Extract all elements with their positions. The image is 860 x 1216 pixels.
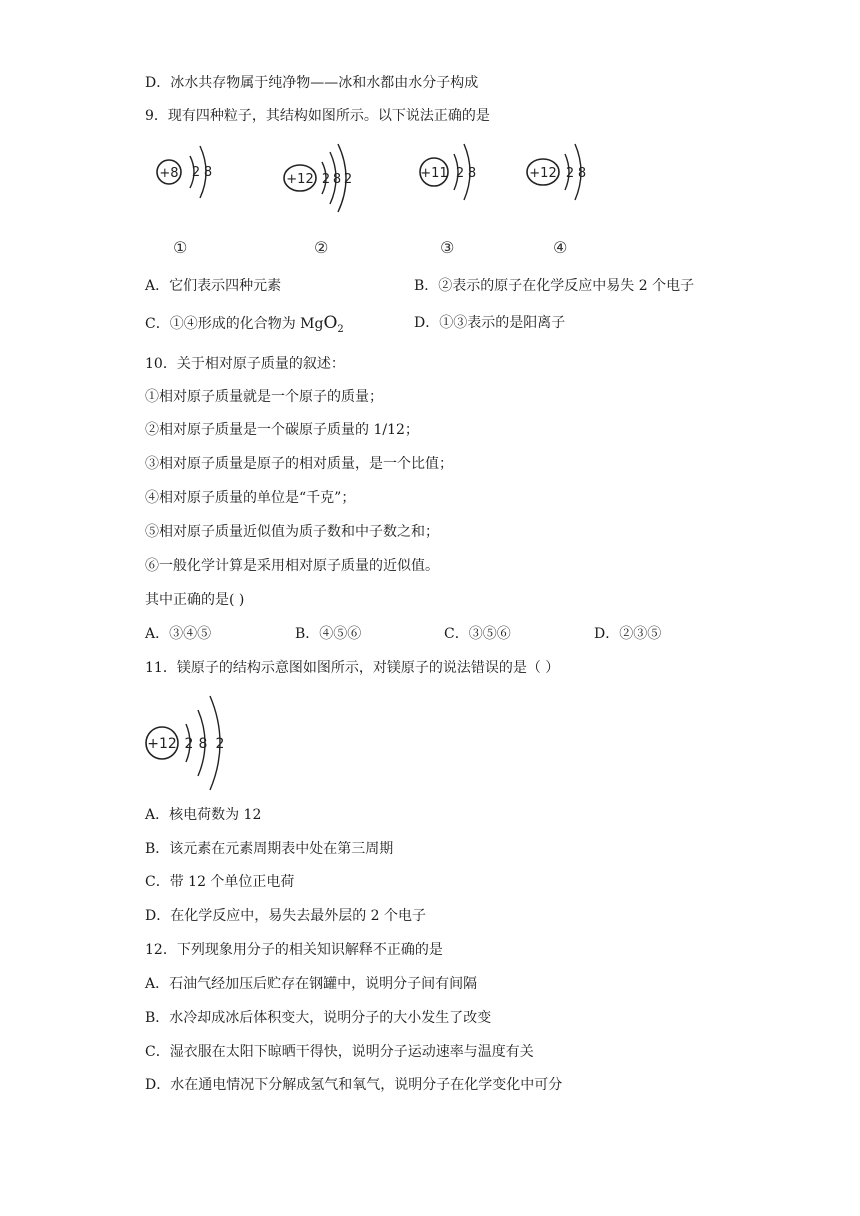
svg-text:8: 8 bbox=[467, 166, 477, 181]
q10-item-1: ①相对原子质量就是一个原子的质量； bbox=[145, 389, 383, 405]
svg-text:2: 2 bbox=[191, 165, 201, 180]
svg-text:2: 2 bbox=[455, 166, 465, 181]
svg-text:8: 8 bbox=[577, 166, 587, 181]
q10-option-d: D．②③⑤ bbox=[594, 626, 662, 642]
atom-diagram-3 bbox=[416, 140, 486, 208]
q9-option-c: C．①④形成的化合物为 MgO$_2$ bbox=[145, 313, 344, 335]
atom-diagram-4 bbox=[523, 140, 597, 208]
svg-text:2: 2 bbox=[184, 736, 194, 752]
q9-stem: 9．现有四种粒子，其结构如图所示。以下说法正确的是 bbox=[145, 108, 490, 124]
q10-item-5: ⑤相对原子质量近似值为质子数和中子数之和； bbox=[145, 524, 439, 540]
atom-1-nucleus: +8 bbox=[159, 166, 179, 181]
q10-item-3: ③相对原子质量是原子的相对质量，是一个比值； bbox=[145, 456, 453, 472]
atom-4-nucleus: +12 bbox=[529, 166, 557, 181]
svg-text:2: 2 bbox=[215, 736, 225, 752]
atom-label-1: ① bbox=[173, 238, 188, 257]
q11-option-b: B．该元素在元素周期表中处在第三周期 bbox=[145, 841, 394, 857]
q9-option-b: B．②表示的原子在化学反应中易失 2 个电子 bbox=[414, 278, 695, 294]
q10-item-6: ⑥一般化学计算是采用相对原子质量的近似值。 bbox=[145, 558, 439, 574]
q10-item-4: ④相对原子质量的单位是“千克”； bbox=[145, 490, 356, 506]
q10-stem: 10．关于相对原子质量的叙述： bbox=[145, 356, 345, 372]
atom-3-nucleus: +11 bbox=[420, 166, 448, 181]
svg-text:2: 2 bbox=[343, 172, 353, 187]
svg-text:8: 8 bbox=[198, 736, 208, 752]
q8-option-d: D．冰水共存物属于纯净物——冰和水都由水分子构成 bbox=[145, 75, 479, 91]
atom-diagram-2 bbox=[282, 140, 362, 224]
q12-option-c: C．湿衣服在太阳下晾晒干得快，说明分子运动速率与温度有关 bbox=[145, 1044, 534, 1060]
mg-nucleus: +12 bbox=[147, 736, 177, 752]
atom-2-nucleus: +12 bbox=[286, 172, 314, 187]
atom-label-4: ④ bbox=[553, 238, 568, 257]
q11-option-a: A．核电荷数为 12 bbox=[145, 807, 262, 823]
atom-label-2: ② bbox=[314, 238, 329, 257]
svg-text:8: 8 bbox=[203, 165, 213, 180]
q10-option-a: A．③④⑤ bbox=[145, 626, 212, 642]
q11-option-c: C．带 12 个单位正电荷 bbox=[145, 874, 295, 890]
q11-option-d: D．在化学反应中，易失去最外层的 2 个电子 bbox=[145, 908, 427, 924]
q10-item-2: ②相对原子质量是一个碳原子质量的 1/12； bbox=[145, 422, 419, 438]
q12-option-a: A．石油气经加压后贮存在钢罐中，说明分子间有间隔 bbox=[145, 976, 478, 992]
q10-option-c: C．③⑤⑥ bbox=[444, 626, 511, 642]
q9-option-a: A．它们表示四种元素 bbox=[145, 278, 282, 294]
q12-option-b: B．水冷却成冰后体积变大，说明分子的大小发生了改变 bbox=[145, 1010, 492, 1026]
q10-option-b: B．④⑤⑥ bbox=[295, 626, 362, 642]
svg-text:8: 8 bbox=[332, 172, 342, 187]
q12-stem: 12．下列现象用分子的相关知识解释不正确的是 bbox=[145, 942, 443, 958]
q12-option-d: D．水在通电情况下分解成氢气和氧气，说明分子在化学变化中可分 bbox=[145, 1077, 563, 1093]
q11-stem: 11．镁原子的结构示意图如图所示，对镁原子的说法错误的是（ ） bbox=[145, 660, 560, 676]
q10-ask: 其中正确的是( ) bbox=[145, 592, 245, 608]
q9-option-d: D．①③表示的是阳离子 bbox=[414, 315, 566, 331]
svg-text:2: 2 bbox=[321, 172, 331, 187]
magnesium-atom-diagram bbox=[144, 690, 244, 800]
atom-label-3: ③ bbox=[440, 238, 455, 257]
svg-text:2: 2 bbox=[565, 166, 575, 181]
atom-diagram-1 bbox=[152, 140, 222, 208]
